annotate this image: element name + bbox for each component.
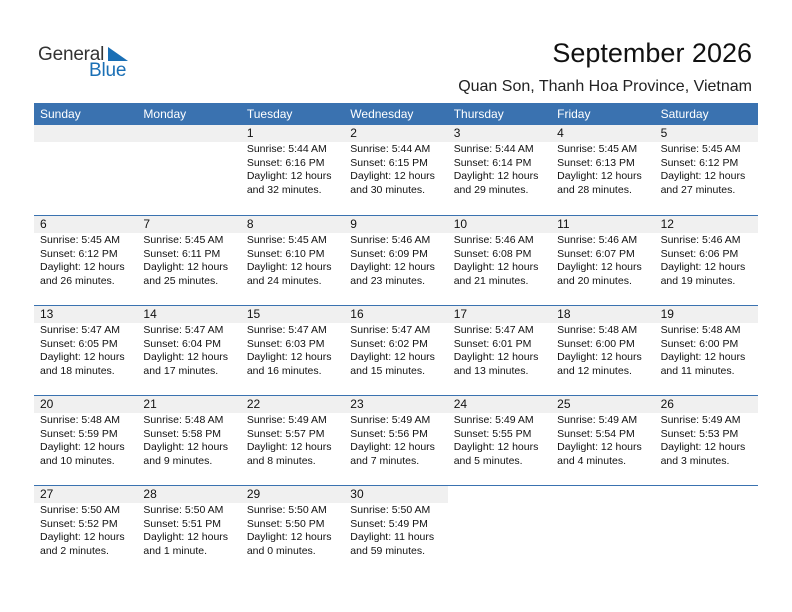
sunset-time: Sunset: 5:55 PM [453,427,532,440]
sunrise-time: Sunrise: 5:47 AM [350,324,431,336]
day-cell [655,306,758,395]
sunset-time: Sunset: 6:01 PM [453,337,532,350]
sunset-time: Sunset: 5:53 PM [660,427,739,440]
day-cell [34,486,137,575]
day-cell [551,396,654,485]
sunrise-time: Sunrise: 5:49 AM [453,414,534,426]
sunrise-time: Sunrise: 5:46 AM [453,234,534,246]
day-sun-info [344,323,447,378]
day-number: 18 [551,306,654,323]
daylight-minutes: and 12 minutes. [557,364,632,377]
day-number: 21 [137,396,240,413]
day-sun-info [448,323,551,378]
day-number: 24 [448,396,551,413]
daylight-minutes: and 13 minutes. [453,364,529,377]
day-number: 26 [655,396,758,413]
day-number: 5 [655,125,758,142]
daylight-hours: Daylight: 12 hours [557,441,642,454]
daylight-hours: Daylight: 12 hours [143,351,229,364]
calendar-week-row [34,125,758,215]
day-sun-info [34,323,137,378]
day-number: 10 [448,216,551,233]
daylight-minutes: and 4 minutes. [557,454,627,467]
weekday-header-monday: Monday [143,107,187,121]
sunrise-time: Sunrise: 5:45 AM [660,143,741,155]
day-cell [241,486,344,575]
daylight-minutes: and 20 minutes. [557,274,632,287]
day-number: 9 [344,216,447,233]
daylight-hours: Daylight: 12 hours [350,351,435,364]
sunset-time: Sunset: 6:04 PM [143,337,222,350]
sunset-time: Sunset: 6:00 PM [660,337,739,350]
calendar-week-row [34,485,758,575]
sunset-time: Sunset: 5:58 PM [143,427,222,440]
day-sun-info [655,413,758,468]
day-number: 20 [34,396,137,413]
weekday-header-row [34,103,758,125]
sunset-time: Sunset: 6:02 PM [350,337,428,350]
empty-day-cell [551,486,654,575]
daylight-hours: Daylight: 12 hours [246,170,332,183]
day-sun-info [655,323,758,378]
day-cell [448,216,551,305]
day-cell [551,306,654,395]
day-number: 8 [241,216,344,233]
day-cell [344,216,447,305]
sunrise-time: Sunrise: 5:45 AM [246,234,327,246]
sunset-time: Sunset: 5:52 PM [40,517,118,530]
daylight-hours: Daylight: 12 hours [557,351,642,364]
weekday-header-sunday: Sunday [40,107,81,121]
day-cell [241,396,344,485]
sunrise-time: Sunrise: 5:45 AM [557,143,638,155]
logo-triangle-icon [108,47,128,61]
sunrise-time: Sunrise: 5:44 AM [453,143,534,155]
day-sun-info [241,323,344,378]
sunrise-time: Sunrise: 5:47 AM [40,324,120,336]
sunset-time: Sunset: 5:57 PM [246,427,325,440]
sunset-time: Sunset: 6:15 PM [350,156,428,169]
day-number: 29 [241,486,344,503]
day-sun-info [448,142,551,197]
day-number: 25 [551,396,654,413]
sunset-time: Sunset: 5:49 PM [350,517,428,530]
brand-logo [38,44,138,80]
daylight-minutes: and 26 minutes. [40,274,115,287]
sunrise-time: Sunrise: 5:48 AM [40,414,120,426]
daylight-minutes: and 24 minutes. [246,274,322,287]
day-sun-info [137,323,240,378]
day-cell [448,306,551,395]
day-number: 22 [241,396,344,413]
daylight-hours: Daylight: 12 hours [246,441,332,454]
day-cell [551,125,654,214]
daylight-minutes: and 1 minute. [143,544,208,557]
daylight-minutes: and 23 minutes. [350,274,425,287]
empty-day-cell [655,486,758,575]
sunrise-time: Sunrise: 5:47 AM [246,324,327,336]
sunset-time: Sunset: 6:11 PM [143,247,221,260]
sunset-time: Sunset: 6:07 PM [557,247,635,260]
sunrise-time: Sunrise: 5:49 AM [246,414,327,426]
day-number: 16 [344,306,447,323]
day-cell [137,396,240,485]
empty-day-cell [137,125,240,214]
day-number: 17 [448,306,551,323]
sunrise-time: Sunrise: 5:46 AM [557,234,638,246]
sunset-time: Sunset: 6:14 PM [453,156,532,169]
daylight-hours: Daylight: 12 hours [453,441,539,454]
daylight-minutes: and 0 minutes. [246,544,316,557]
day-sun-info [344,413,447,468]
sunset-time: Sunset: 5:51 PM [143,517,222,530]
daylight-minutes: and 7 minutes. [350,454,420,467]
day-number: 2 [344,125,447,142]
daylight-hours: Daylight: 12 hours [40,261,125,274]
day-cell [241,125,344,214]
empty-day-number-bar [137,125,240,142]
day-sun-info [344,142,447,197]
daylight-minutes: and 28 minutes. [557,183,632,196]
daylight-hours: Daylight: 12 hours [557,261,642,274]
day-number: 19 [655,306,758,323]
daylight-hours: Daylight: 12 hours [246,351,332,364]
sunset-time: Sunset: 6:05 PM [40,337,118,350]
day-cell [137,216,240,305]
daylight-minutes: and 10 minutes. [40,454,115,467]
day-sun-info [655,233,758,288]
logo-text-general: General [38,44,105,65]
daylight-hours: Daylight: 12 hours [557,170,642,183]
daylight-minutes: and 8 minutes. [246,454,316,467]
daylight-hours: Daylight: 12 hours [246,261,332,274]
day-cell [34,216,137,305]
sunrise-time: Sunrise: 5:50 AM [143,504,224,516]
weekday-header-tuesday: Tuesday [246,107,293,121]
day-sun-info [344,233,447,288]
daylight-hours: Daylight: 12 hours [453,351,539,364]
calendar-week-row [34,395,758,485]
day-cell [34,396,137,485]
sunset-time: Sunset: 6:09 PM [350,247,428,260]
day-number: 15 [241,306,344,323]
day-number: 1 [241,125,344,142]
day-cell [448,396,551,485]
day-cell [34,306,137,395]
sunrise-time: Sunrise: 5:46 AM [660,234,741,246]
day-sun-info [551,233,654,288]
page-title: September 2026 [552,38,752,68]
daylight-minutes: and 27 minutes. [660,183,736,196]
sunrise-time: Sunrise: 5:45 AM [143,234,224,246]
sunset-time: Sunset: 5:50 PM [246,517,325,530]
daylight-hours: Daylight: 12 hours [350,261,435,274]
day-number: 28 [137,486,240,503]
day-cell [655,216,758,305]
calendar-weeks [34,125,758,575]
sunset-time: Sunset: 6:16 PM [246,156,325,169]
sunrise-time: Sunrise: 5:49 AM [660,414,741,426]
weekday-header-friday: Friday [557,107,591,121]
daylight-hours: Daylight: 12 hours [660,441,746,454]
sunrise-time: Sunrise: 5:48 AM [143,414,224,426]
day-sun-info [344,503,447,558]
daylight-hours: Daylight: 12 hours [40,441,125,454]
daylight-minutes: and 15 minutes. [350,364,425,377]
sunset-time: Sunset: 6:06 PM [660,247,739,260]
day-number: 6 [34,216,137,233]
sunrise-time: Sunrise: 5:49 AM [350,414,431,426]
sunrise-time: Sunrise: 5:47 AM [143,324,224,336]
day-sun-info [241,233,344,288]
weekday-header-wednesday: Wednesday [350,107,414,121]
day-sun-info [34,503,137,558]
daylight-minutes: and 29 minutes. [453,183,529,196]
day-number: 11 [551,216,654,233]
empty-day-cell [34,125,137,214]
weekday-header-thursday: Thursday [453,107,504,121]
calendar-grid [34,103,758,575]
daylight-minutes: and 19 minutes. [660,274,736,287]
sunset-time: Sunset: 5:54 PM [557,427,635,440]
day-number: 12 [655,216,758,233]
day-sun-info [241,142,344,197]
day-sun-info [137,413,240,468]
day-sun-info [448,413,551,468]
daylight-minutes: and 3 minutes. [660,454,730,467]
daylight-hours: Daylight: 12 hours [143,441,229,454]
calendar-week-row [34,305,758,395]
day-sun-info [241,503,344,558]
daylight-hours: Daylight: 11 hours [350,531,435,544]
day-cell [655,125,758,214]
day-cell [655,396,758,485]
day-sun-info [137,503,240,558]
empty-day-cell [448,486,551,575]
daylight-minutes: and 30 minutes. [350,183,425,196]
daylight-minutes: and 5 minutes. [453,454,523,467]
sunset-time: Sunset: 5:56 PM [350,427,428,440]
sunrise-time: Sunrise: 5:49 AM [557,414,638,426]
daylight-minutes: and 11 minutes. [660,364,735,377]
sunset-time: Sunset: 6:12 PM [660,156,739,169]
day-cell [241,216,344,305]
sunset-time: Sunset: 6:10 PM [246,247,325,260]
sunset-time: Sunset: 6:13 PM [557,156,635,169]
day-cell [344,306,447,395]
sunrise-time: Sunrise: 5:44 AM [246,143,327,155]
day-sun-info [551,323,654,378]
daylight-hours: Daylight: 12 hours [660,170,746,183]
daylight-hours: Daylight: 12 hours [40,351,125,364]
sunset-time: Sunset: 5:59 PM [40,427,118,440]
day-number: 30 [344,486,447,503]
day-sun-info [551,142,654,197]
daylight-minutes: and 18 minutes. [40,364,115,377]
day-sun-info [34,233,137,288]
location-subtitle: Quan Son, Thanh Hoa Province, Vietnam [458,78,752,95]
day-cell [344,486,447,575]
day-number: 27 [34,486,137,503]
daylight-hours: Daylight: 12 hours [350,170,435,183]
daylight-hours: Daylight: 12 hours [660,351,746,364]
sunrise-time: Sunrise: 5:50 AM [246,504,327,516]
sunrise-time: Sunrise: 5:50 AM [40,504,120,516]
day-cell [241,306,344,395]
logo-text-blue: Blue [89,60,127,81]
day-number: 23 [344,396,447,413]
daylight-hours: Daylight: 12 hours [40,531,125,544]
day-cell [448,125,551,214]
empty-day-number-bar [34,125,137,142]
day-cell [551,216,654,305]
sunset-time: Sunset: 6:00 PM [557,337,635,350]
sunrise-time: Sunrise: 5:44 AM [350,143,431,155]
day-number: 4 [551,125,654,142]
day-sun-info [655,142,758,197]
sunrise-time: Sunrise: 5:47 AM [453,324,534,336]
daylight-minutes: and 32 minutes. [246,183,322,196]
daylight-minutes: and 9 minutes. [143,454,213,467]
sunset-time: Sunset: 6:08 PM [453,247,532,260]
sunrise-time: Sunrise: 5:45 AM [40,234,120,246]
daylight-minutes: and 2 minutes. [40,544,109,557]
day-number: 7 [137,216,240,233]
sunset-time: Sunset: 6:12 PM [40,247,118,260]
sunrise-time: Sunrise: 5:48 AM [557,324,638,336]
daylight-hours: Daylight: 12 hours [143,261,229,274]
sunrise-time: Sunrise: 5:46 AM [350,234,431,246]
day-cell [344,396,447,485]
daylight-hours: Daylight: 12 hours [143,531,229,544]
day-sun-info [241,413,344,468]
day-sun-info [448,233,551,288]
daylight-minutes: and 25 minutes. [143,274,219,287]
day-number: 14 [137,306,240,323]
sunset-time: Sunset: 6:03 PM [246,337,325,350]
daylight-minutes: and 59 minutes. [350,544,425,557]
day-cell [137,306,240,395]
day-cell [137,486,240,575]
daylight-hours: Daylight: 12 hours [350,441,435,454]
sunrise-time: Sunrise: 5:50 AM [350,504,431,516]
daylight-hours: Daylight: 12 hours [660,261,746,274]
daylight-minutes: and 17 minutes. [143,364,219,377]
sunrise-time: Sunrise: 5:48 AM [660,324,741,336]
day-number: 3 [448,125,551,142]
daylight-hours: Daylight: 12 hours [453,170,539,183]
day-sun-info [137,233,240,288]
day-sun-info [551,413,654,468]
daylight-minutes: and 21 minutes. [453,274,529,287]
day-number: 13 [34,306,137,323]
daylight-hours: Daylight: 12 hours [453,261,539,274]
day-cell [344,125,447,214]
weekday-header-saturday: Saturday [660,107,709,121]
calendar-week-row [34,215,758,305]
daylight-hours: Daylight: 12 hours [246,531,332,544]
day-sun-info [34,413,137,468]
daylight-minutes: and 16 minutes. [246,364,322,377]
